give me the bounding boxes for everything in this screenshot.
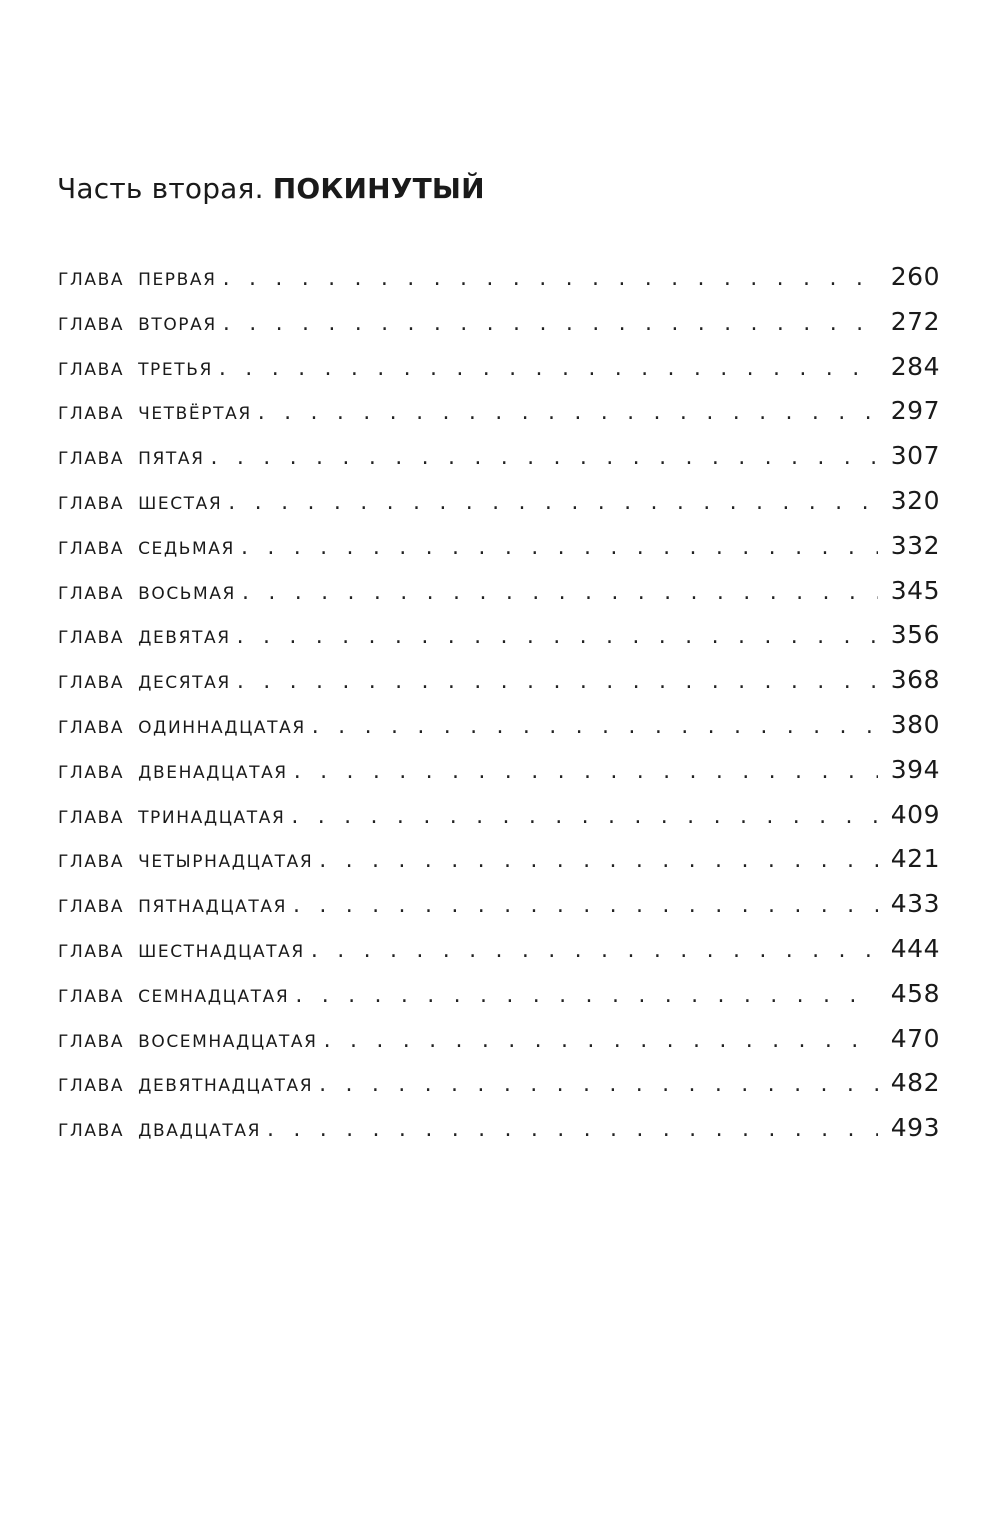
toc-entry	[58, 352, 940, 397]
chapter-title	[58, 980, 289, 1008]
dot-leader	[295, 983, 878, 1008]
part-heading	[57, 172, 485, 205]
chapter-word: глава	[58, 800, 125, 829]
page-number: 421	[890, 844, 940, 874]
toc-entry	[58, 262, 940, 307]
chapter-title	[58, 397, 252, 425]
chapter-word: глава	[58, 890, 125, 919]
dot-leader	[319, 1072, 878, 1097]
chapter-word: глава	[58, 1114, 125, 1143]
chapter-word: глава	[58, 979, 125, 1008]
chapter-title	[58, 487, 222, 515]
chapter-ordinal: седьмая	[138, 531, 235, 560]
toc-entry	[58, 844, 940, 889]
table-of-contents	[58, 262, 940, 1158]
page-number: 482	[890, 1068, 940, 1098]
dot-leader	[241, 535, 878, 560]
page-number: 307	[890, 441, 940, 471]
dot-leader	[219, 356, 878, 381]
dot-leader	[311, 938, 878, 963]
dot-leader	[258, 400, 878, 425]
chapter-ordinal: четырнадцатая	[138, 845, 314, 874]
toc-entry	[58, 396, 940, 441]
dot-leader	[237, 624, 878, 649]
chapter-word: глава	[58, 576, 125, 605]
dot-leader	[242, 580, 878, 605]
toc-entry	[58, 934, 940, 979]
page-number: 444	[890, 933, 940, 963]
chapter-ordinal: одиннадцатая	[138, 710, 306, 739]
page-number: 380	[890, 709, 940, 739]
chapter-ordinal: девятая	[138, 621, 231, 650]
page-number: 345	[890, 575, 940, 605]
page-number: 260	[890, 262, 940, 291]
chapter-ordinal: восьмая	[138, 576, 236, 605]
toc-entry	[58, 307, 940, 352]
chapter-word: глава	[58, 934, 125, 963]
page-number: 458	[890, 978, 940, 1008]
toc-entry	[58, 531, 940, 576]
chapter-ordinal: шестнадцатая	[138, 934, 305, 963]
chapter-word: глава	[58, 486, 125, 515]
page-number: 368	[890, 665, 940, 695]
page-number: 433	[890, 889, 940, 919]
chapter-word: глава	[58, 442, 125, 471]
toc-entry	[58, 889, 940, 934]
chapter-ordinal: первая	[138, 263, 217, 291]
toc-entry	[58, 576, 940, 621]
dot-leader	[223, 311, 878, 336]
chapter-word: глава	[58, 307, 125, 336]
chapter-title	[58, 801, 285, 829]
chapter-ordinal: девятнадцатая	[138, 1069, 314, 1098]
page-number: 470	[890, 1023, 940, 1053]
toc-entry	[58, 486, 940, 531]
page-number: 493	[890, 1113, 940, 1143]
page-number: 409	[890, 799, 940, 829]
dot-leader	[312, 714, 878, 739]
chapter-title	[58, 935, 305, 963]
chapter-title	[58, 845, 313, 873]
chapter-ordinal: вторая	[138, 307, 217, 336]
chapter-word: глава	[58, 531, 125, 560]
page-number: 394	[890, 754, 940, 784]
page-number: 320	[890, 485, 940, 515]
toc-entry	[58, 1113, 940, 1158]
chapter-word: глава	[58, 666, 125, 695]
chapter-ordinal: пятнадцатая	[138, 890, 288, 919]
chapter-word: глава	[58, 397, 125, 426]
chapter-title	[58, 1069, 313, 1097]
chapter-ordinal: семнадцатая	[138, 979, 290, 1008]
chapter-title	[58, 1025, 318, 1053]
page-number: 284	[890, 351, 940, 381]
chapter-word: глава	[58, 352, 125, 381]
dot-leader	[293, 893, 878, 918]
chapter-ordinal: третья	[138, 352, 213, 381]
dot-leader	[291, 804, 878, 829]
chapter-title	[58, 711, 306, 739]
chapter-title	[58, 756, 288, 784]
chapter-ordinal: шестая	[138, 486, 223, 515]
toc-entry	[58, 710, 940, 755]
chapter-title	[58, 890, 287, 918]
dot-leader	[319, 848, 878, 873]
toc-entry	[58, 755, 940, 800]
chapter-word: глава	[58, 1024, 125, 1053]
chapter-word: глава	[58, 1069, 125, 1098]
part-label: Часть вторая.	[57, 172, 264, 205]
toc-entry	[58, 665, 940, 710]
chapter-title	[58, 353, 213, 381]
chapter-ordinal: восемнадцатая	[138, 1024, 318, 1053]
dot-leader	[223, 266, 878, 291]
chapter-word: глава	[58, 263, 125, 291]
chapter-title	[58, 442, 205, 470]
part-title: ПОКИНУТЫЙ	[272, 172, 485, 205]
chapter-title	[58, 263, 217, 291]
chapter-ordinal: тринадцатая	[138, 800, 286, 829]
chapter-word: глава	[58, 755, 125, 784]
dot-leader	[211, 445, 879, 470]
chapter-title	[58, 532, 235, 560]
toc-entry	[58, 620, 940, 665]
chapter-ordinal: пятая	[138, 442, 205, 471]
chapter-ordinal: двенадцатая	[138, 755, 288, 784]
page-number: 272	[890, 306, 940, 336]
dot-leader	[294, 759, 878, 784]
page-number: 297	[890, 396, 940, 426]
dot-leader	[237, 669, 878, 694]
chapter-title	[58, 666, 231, 694]
chapter-word: глава	[58, 845, 125, 874]
chapter-ordinal: двадцатая	[138, 1114, 261, 1143]
toc-entry	[58, 979, 940, 1024]
chapter-title	[58, 1114, 261, 1142]
toc-entry	[58, 1068, 940, 1113]
page-number: 332	[890, 530, 940, 560]
chapter-ordinal: четвёртая	[138, 397, 252, 426]
dot-leader	[228, 490, 878, 515]
toc-entry	[58, 441, 940, 486]
dot-leader	[267, 1117, 878, 1142]
chapter-title	[58, 308, 217, 336]
dot-leader	[324, 1028, 878, 1053]
chapter-word: глава	[58, 710, 125, 739]
chapter-ordinal: десятая	[138, 666, 231, 695]
toc-entry	[58, 1024, 940, 1069]
toc-entry	[58, 800, 940, 845]
page-number: 356	[890, 620, 940, 650]
chapter-title	[58, 621, 231, 649]
chapter-title	[58, 577, 236, 605]
chapter-word: глава	[58, 621, 125, 650]
